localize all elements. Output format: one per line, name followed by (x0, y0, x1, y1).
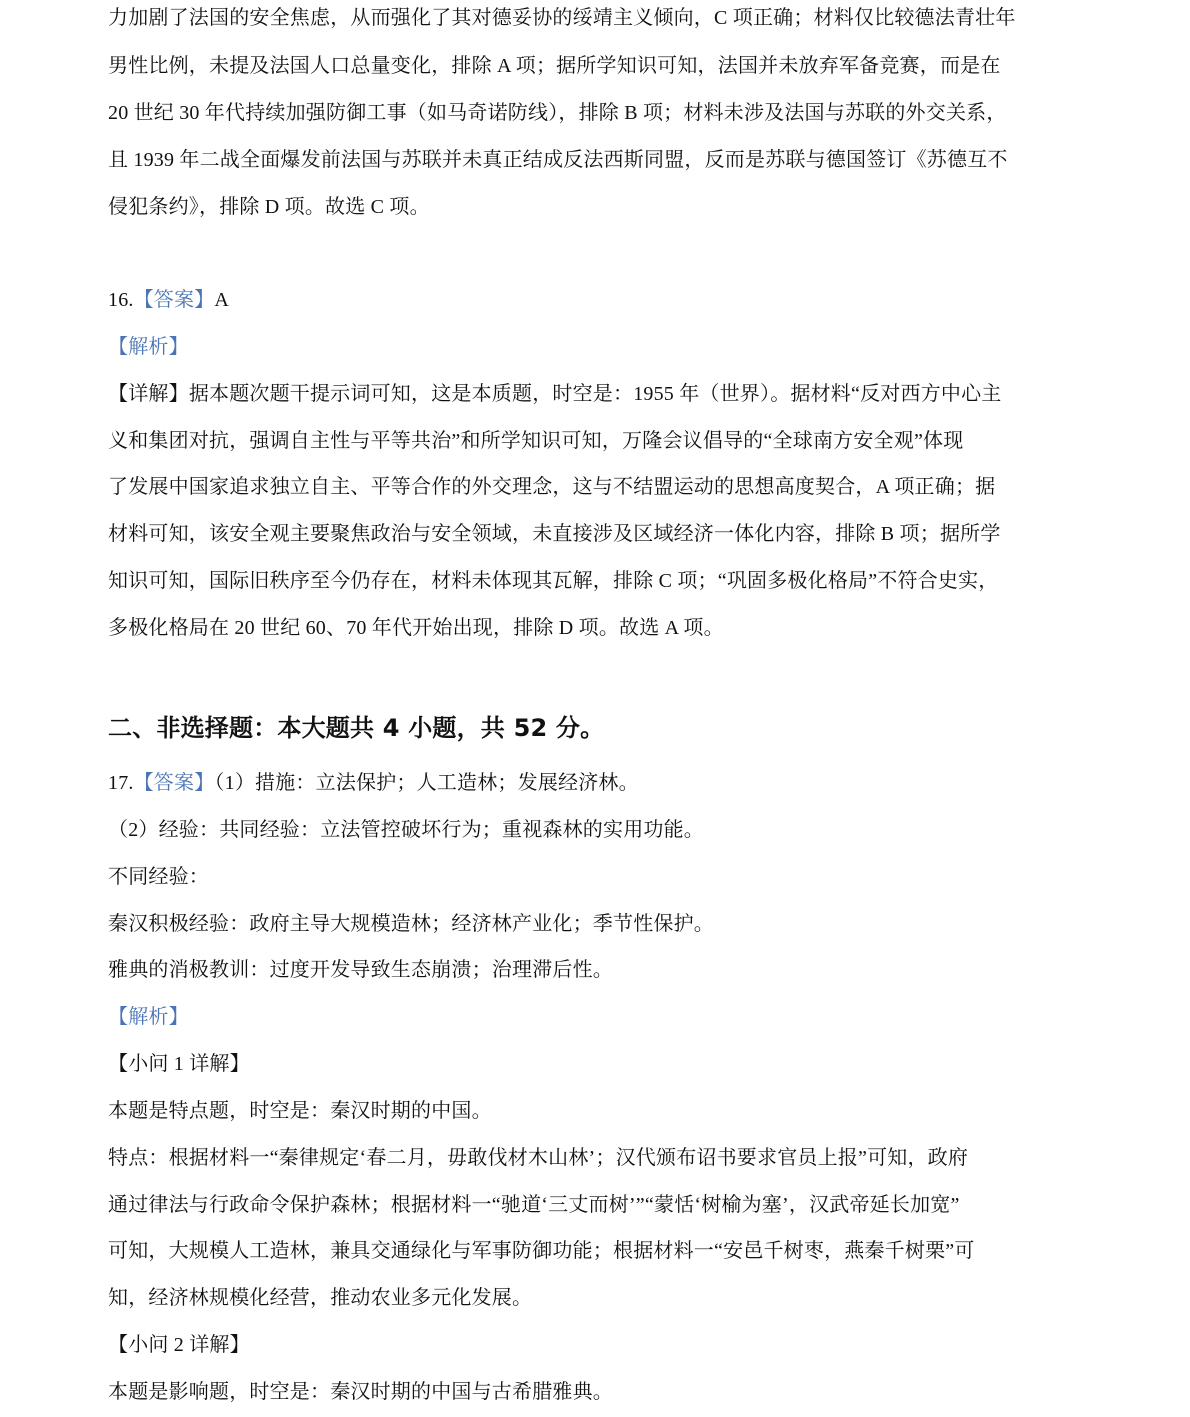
answer-label: 【答案】 (133, 772, 215, 794)
paragraph-line: 了发展中国家追求独立自主、平等合作的外交理念，这与不结盟运动的思想高度契合，A 项正确；据 (108, 476, 996, 498)
paragraph-line: 特点：根据材料一“秦律规定‘春二月，毋敢伐材木山林’；汉代颁布诏书要求官员上报”可知，政府 (108, 1147, 969, 1169)
paragraph-line: 力加剧了法国的安全焦虑，从而强化了其对德妥协的绥靖主义倾向，C 项正确；材料仅比较德法青壮年 (108, 7, 1016, 29)
paragraph-line: 不同经验： (108, 866, 209, 888)
paragraph-line: 雅典的消极教训：过度开发导致生态崩溃；治理滞后性。 (108, 959, 613, 981)
question-number: 17. (108, 772, 134, 794)
question-number: 16. (108, 289, 134, 311)
answer-value: A (214, 289, 230, 311)
paragraph-text: 据本题次题干提示词可知，这是本质题，时空是：1955 年（世界）。据材料“反对西方中心主 (188, 383, 1002, 405)
paragraph-line: 知识可知，国际旧秩序至今仍存在，材料未体现其瓦解，排除 C 项；“巩固多极化格局”不符合史实， (108, 570, 999, 592)
paragraph-line: 本题是特点题，时空是：秦汉时期的中国。 (108, 1100, 492, 1122)
paragraph-line: 多极化格局在 20 世纪 60、70 年代开始出现，排除 D 项。故选 A 项。 (108, 617, 724, 639)
paragraph-line: 知，经济林规模化经营，推动农业多元化发展。 (108, 1287, 533, 1309)
paragraph-line: （2）经验：共同经验：立法管控破坏行为；重视森林的实用功能。 (108, 819, 704, 841)
paragraph-line: 秦汉积极经验：政府主导大规模造林；经济林产业化；季节性保护。 (108, 913, 714, 935)
paragraph-line: 20 世纪 30 年代持续加强防御工事（如马奇诺防线），排除 B 项；材料未涉及法国与苏联的外交关系， (108, 102, 1007, 124)
paragraph-line: 且 1939 年二战全面爆发前法国与苏联并未真正结成反法西斯同盟，反而是苏联与德国签订《苏德互不 (108, 149, 1008, 171)
answer-text: （1）措施：立法保护；人工造林；发展经济林。 (214, 772, 639, 794)
sub-question-label: 【小问 1 详解】 (108, 1053, 250, 1075)
q16-detail-line (108, 380, 1002, 408)
paragraph-line: 本题是影响题，时空是：秦汉时期的中国与古希腊雅典。 (108, 1381, 613, 1403)
paragraph-line: 男性比例，未提及法国人口总量变化，排除 A 项；据所学知识可知，法国并未放弃军备竞赛，而是在 (108, 55, 1001, 77)
answer-label: 【答案】 (133, 289, 215, 311)
section-heading: 二、非选择题：本大题共 4 小题，共 52 分。 (108, 714, 605, 742)
analysis-label: 【解析】 (108, 336, 189, 358)
paragraph-line: 通过律法与行政命令保护森林；根据材料一“驰道‘三丈而树’”“蒙恬‘树榆为塞’，汉武帝延长加宽” (108, 1194, 960, 1216)
sub-question-label: 【小问 2 详解】 (108, 1334, 250, 1356)
paragraph-line: 可知，大规模人工造林，兼具交通绿化与军事防御功能；根据材料一“安邑千树枣，燕秦千树栗”可 (108, 1240, 975, 1262)
detail-label: 【详解】 (108, 383, 189, 405)
q16-answer-line (108, 286, 229, 314)
paragraph-line: 义和集团对抗，强调自主性与平等共治”和所学知识可知，万隆会议倡导的“全球南方安全观”体现 (108, 430, 964, 452)
paragraph-line: 材料可知，该安全观主要聚焦政治与安全领域，未直接涉及区域经济一体化内容，排除 B 项；据所学 (108, 523, 1001, 545)
q17-answer-line (108, 769, 639, 797)
paragraph-line: 侵犯条约》，排除 D 项。故选 C 项。 (108, 196, 430, 218)
analysis-label: 【解析】 (108, 1006, 189, 1028)
